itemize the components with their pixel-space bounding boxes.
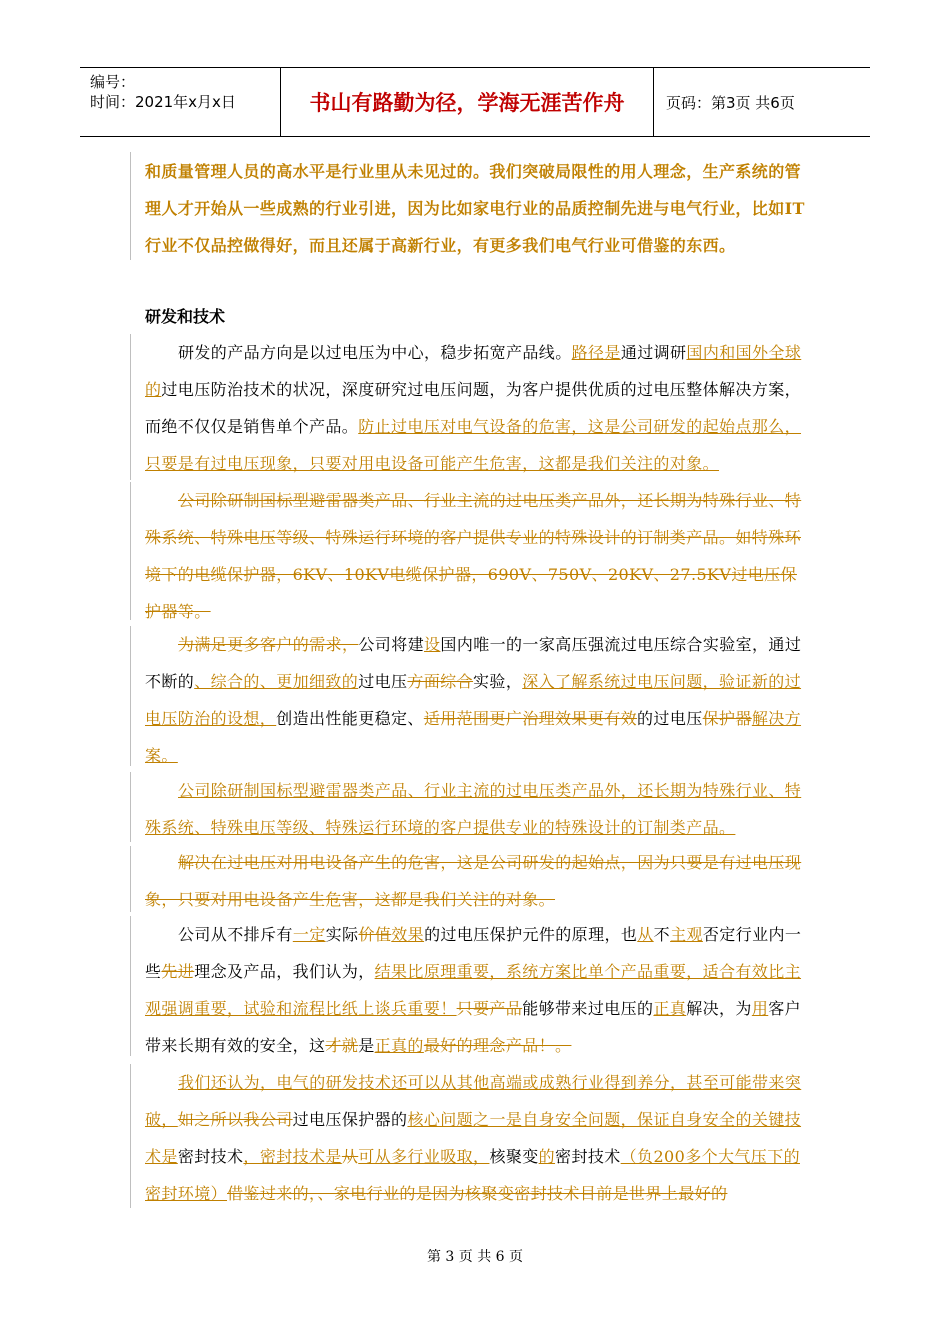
paragraph-sealing: 我们还认为，电气的研发技术还可以从其他高端或成熟行业得到养分，甚至可能带来突破，如之所以我公司过电压保护器的核心问题之一是自身安全问题，保证自身安全的关键技术是密封技术，密封技术是从可从多行业吸取，核聚变的密封技术（负200多个大气压下的密封环境）借鉴过来的，、家电行业的是因为核聚变密封技术目前是世界上最好的 xyxy=(145,1073,802,1203)
page-footer: 第 3 页 共 6 页 xyxy=(426,1249,524,1265)
header-meta xyxy=(80,68,281,136)
header-number: 编号： xyxy=(90,73,136,91)
paragraph-harm: 解决在过电压对用电设备产生的危害，这是公司研发的起始点，因为只要是有过电压现象，只要对用电设备产生危害，这都是我们关注的对象。 xyxy=(145,853,802,909)
page-header xyxy=(80,67,870,137)
header-time: 时间：2021年x月x日 xyxy=(90,93,236,111)
header-page: 页码：第3页 共6页 xyxy=(666,93,795,112)
paragraph-intro: 和质量管理人员的高水平是行业里从未见过的。我们突破局限性的用人理念，生产系统的管理人才开始从一些成熟的行业引进，因为比如家电行业的品质控制先进与电气行业，比如IT行业不仅品控做得好，而且还属于高新行业，有更多我们电气行业可借鉴的东西。 xyxy=(145,162,805,255)
paragraph-special-products: 公司除研制国标型避雷器类产品、行业主流的过电压类产品外，还长期为特殊行业、特殊系统、特殊电压等级、特殊运行环境的客户提供专业的特殊设计的订制类产品。如特殊环境下的电缆保护器，6KV、10KV电缆保护器，690V、750V、20KV、27.5KV过电压保护器等。 xyxy=(145,491,802,621)
paragraph-principle: 公司从不排斥有一定实际价值效果的过电压保护元件的原理，也从不主观否定行业内一些先进理念及产品，我们认为，结果比原理重要，系统方案比单个产品重要，适合有效比主观强调重要，试验和流程比纸上谈兵重要！只要产品能够带来过电压的正真解决，为用客户带来长期有效的安全，这才就是正真的最好的理念产品！。 xyxy=(145,925,802,1055)
section-heading: 研发和技术 xyxy=(145,307,226,326)
paragraph-special-design: 公司除研制国标型避雷器类产品、行业主流的过电压类产品外，还长期为特殊行业、特殊系统、特殊电压等级、特殊运行环境的客户提供专业的特殊设计的订制类产品。 xyxy=(145,781,802,837)
paragraph-lab: 为满足更多客户的需求，公司将建设国内唯一的一家高压强流过电压综合实验室，通过不断的、综合的、更加细致的过电压方面综合实验，深入了解系统过电压问题，验证新的过电压防治的设想，创造出性能更稳定、适用范围更广治理效果更有效的过电压保护器解决方案。 xyxy=(145,635,802,765)
header-motto: 书山有路勤为径，学海无涯苦作舟 xyxy=(281,68,654,136)
paragraph-rd-direction: 研发的产品方向是以过电压为中心，稳步拓宽产品线。路径是通过调研国内和国外全球的过电压防治技术的状况，深度研究过电压问题，为客户提供优质的过电压整体解决方案，而绝不仅仅是销售单个产品。防止过电压对电气设备的危害，这是公司研发的起始点那么，只要是有过电压现象，只要对用电设备可能产生危害，这都是我们关注的对象。 xyxy=(145,343,802,473)
